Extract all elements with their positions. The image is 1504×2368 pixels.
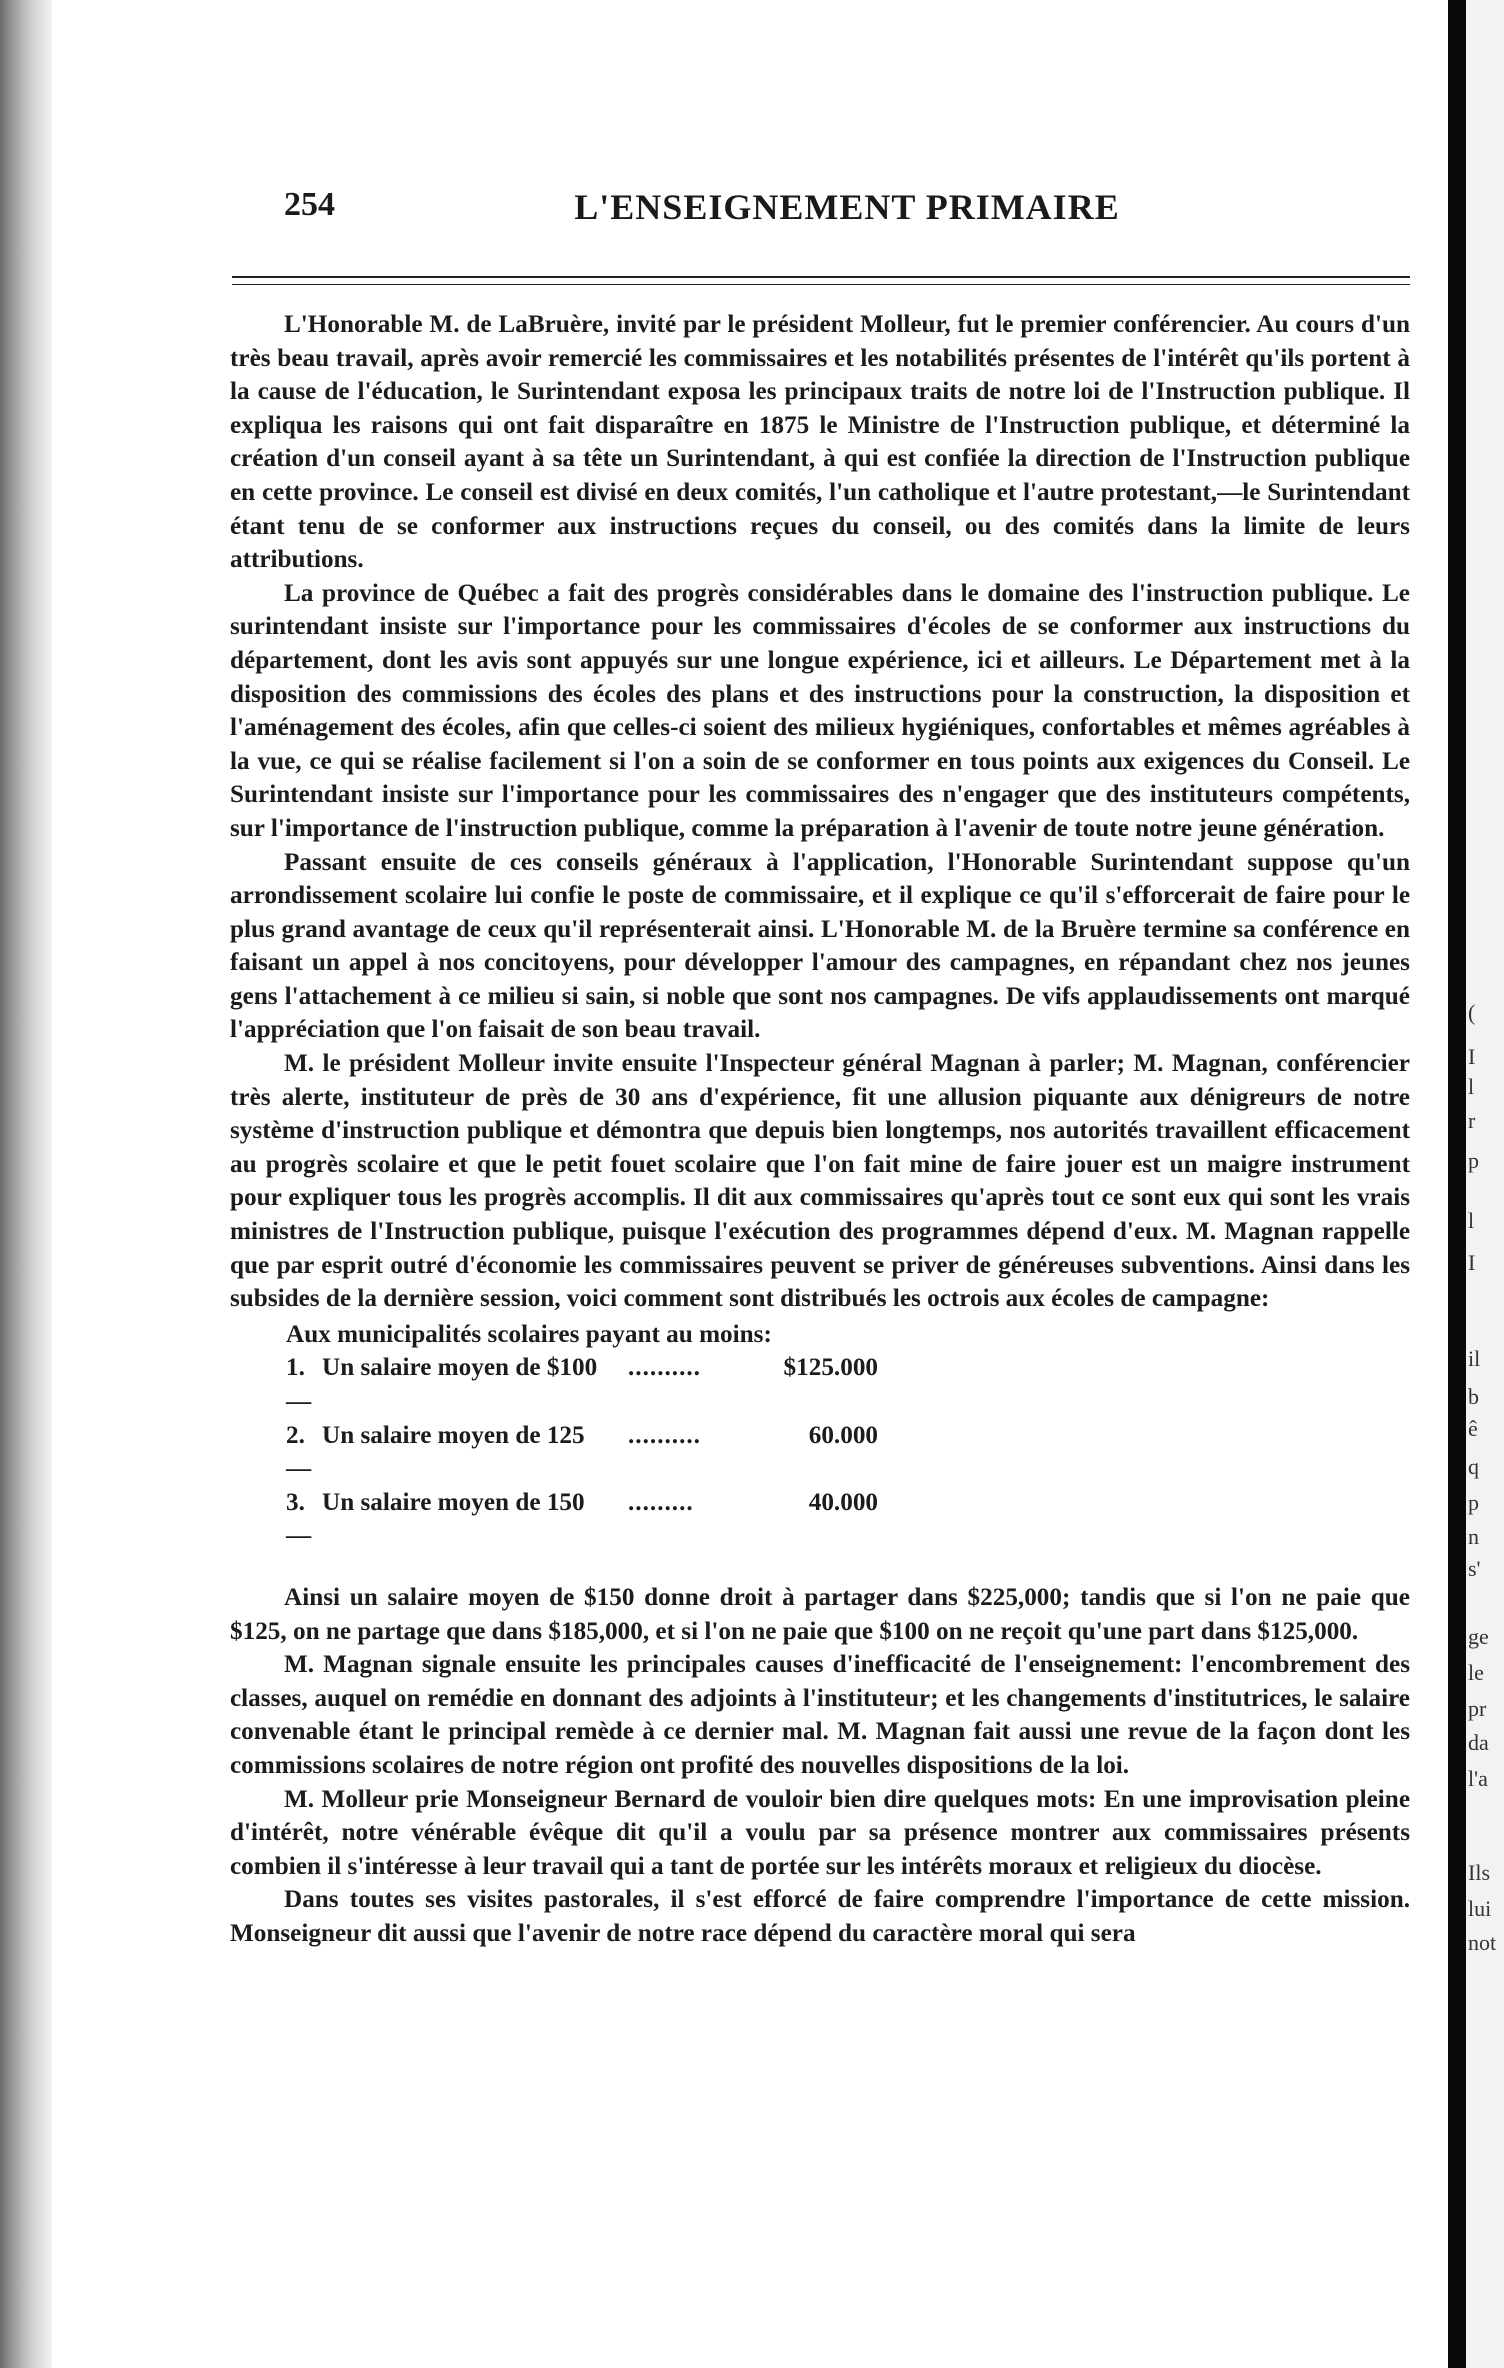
facing-fragment: ge [1468, 1624, 1489, 1649]
header-rule-top [232, 276, 1410, 278]
subsidy-row [286, 1419, 1410, 1486]
facing-fragment: I [1468, 1044, 1476, 1069]
paragraph-salaire: Ainsi un salaire moyen de $150 donne droit à partager dans $225,000; tandis que si l'on ne paie que $125, on ne partage que dans $185,000, et si l'on ne paie que $100 on ne reçoit qu'une part dans $125,000. [230, 1583, 1410, 1645]
row-number: 1.— [286, 1354, 312, 1415]
facing-fragment: r [1468, 1108, 1476, 1133]
row-leader-dots: .......... [628, 1421, 701, 1449]
facing-fragment: pr [1468, 1696, 1487, 1721]
running-head [232, 186, 1462, 236]
row-value: $125.000 [783, 1354, 878, 1382]
row-value: 60.000 [808, 1421, 878, 1449]
facing-fragment: q [1468, 1454, 1479, 1479]
paragraph-monseigneur: M. Molleur prie Monseigneur Bernard de vouloir bien dire quelques mots: En une improvisation pleine d'intérêt, notre vénérable évêque dit qu'il a voulu par sa présence montrer aux commissaires présents combien il s'intéresse à leur travail qui a tant de portée sur les intérêts moraux et religieux du diocèse. [230, 1785, 1410, 1880]
row-leader-dots: ......... [628, 1488, 694, 1516]
row-label: Un salaire moyen de 150 [322, 1488, 585, 1516]
facing-fragment: not [1468, 1930, 1497, 1955]
section-spacer [230, 1553, 1410, 1581]
book-page [52, 0, 1448, 2368]
facing-fragment: s' [1468, 1556, 1481, 1581]
paragraph-inefficacite: M. Magnan signale ensuite les principales causes d'inefficacité de l'enseignement: l'encombrement des classes, auquel on remédie en donnant des adjoints à l'instituteur; et les changements d'institutrices, le salaire convenable étant le principal remède à ce dernier mal. M. Magnan fait aussi une revue de la façon dont les commissions scolaires de notre région ont profité des nouvelles dispositions de la loi. [230, 1651, 1410, 1779]
paragraph-labruere: L'Honorable M. de LaBruère, invité par le président Molleur, fut le premier conférencier. Au cours d'un très beau travail, après avoir remercié les commissaires et les notabilités présentes de l'intérêt qu'ils portent à la cause de l'éducation, le Surintendant exposa les principaux traits de notre loi de l'Instruction publique. Il expliqua les raisons qui ont fait disparaître en 1875 le Ministre de l'Instruction publique, et déterminé la création d'un conseil ayant à sa tête un Surintendant, à qui est confiée la direction de l'Instruction publique en cette province. Le conseil est divisé en deux comités, l'un catholique et l'autre protestant,—le Surintendant étant tenu de se conformer aux instructions reçues du conseil, ou des comités dans la limite de leurs attributions. [230, 311, 1410, 574]
facing-fragment: il [1468, 1346, 1481, 1371]
subsidy-table-title: Aux municipalités scolaires payant au moins: [286, 1320, 772, 1348]
facing-fragment: n [1468, 1524, 1479, 1549]
facing-fragment: da [1468, 1730, 1489, 1755]
subsidy-row [286, 1351, 1410, 1418]
paragraph-application: Passant ensuite de ces conseils généraux à l'application, l'Honorable Surintendant suppose qu'un arrondissement scolaire lui confie le poste de commissaire, et il explique ce qu'il s'efforcerait de faire pour le plus grand avantage de ceux qu'il représenterait ainsi. L'Honorable M. de la Bruère termine sa conférence en faisant un appel à nos concitoyens, pour développer l'amour des campagnes, en répandant chez nos jeunes gens l'attachement à ce milieu si sain, si noble que sont nos campagnes. De vifs applaudissements ont marqué l'appréciation que l'on faisait de son beau travail. [230, 848, 1410, 1044]
facing-fragment: ê [1468, 1416, 1478, 1441]
facing-fragment: p [1468, 1490, 1479, 1515]
facing-fragment: l'a [1468, 1766, 1488, 1791]
row-label: Un salaire moyen de 125 [322, 1421, 585, 1449]
row-value: 40.000 [808, 1488, 878, 1516]
facing-fragment: l [1468, 1208, 1475, 1233]
facing-fragment: p [1468, 1148, 1479, 1173]
facing-fragment: le [1468, 1660, 1484, 1685]
facing-fragment: ( [1468, 1000, 1476, 1025]
facing-fragment: l [1468, 1074, 1475, 1099]
header-rule-bottom [232, 284, 1410, 285]
running-title: L'ENSEIGNEMENT PRIMAIRE [574, 187, 1120, 227]
binding-gutter [0, 0, 52, 2368]
page-number: 254 [284, 186, 335, 223]
paragraph-visites: Dans toutes ses visites pastorales, il s'est efforcé de faire comprendre l'importance de cette mission. Monseigneur dit aussi que l'avenir de notre race dépend du caractère moral qui sera [230, 1886, 1410, 1947]
facing-fragment: lui [1468, 1896, 1492, 1921]
row-leader-dots: .......... [628, 1354, 701, 1382]
body-text [230, 308, 1410, 1951]
row-label: Un salaire moyen de $100 [322, 1354, 598, 1382]
row-number: 2.— [286, 1421, 312, 1483]
subsidy-table [230, 1318, 1410, 1553]
subsidy-row [286, 1486, 1410, 1553]
facing-fragment: Ils [1468, 1860, 1490, 1885]
row-number: 3.— [286, 1488, 312, 1550]
facing-page-sliver [1466, 0, 1504, 2368]
paragraph-magnan: M. le président Molleur invite ensuite l'Inspecteur général Magnan à parler; M. Magnan, conférencier très alerte, instituteur de près de 30 ans d'expérience, fit une allusion piquante aux dénigreurs de notre système d'instruction publique et démontra que depuis bien longtemps, nos autorités travaillent efficacement au progrès scolaire et que le petit fouet scolaire que l'on fait mine de faire jouer est un maigre instrument pour expliquer tous les progrès accomplis. Il dit aux commissaires qu'après tout ce sont eux qui sont les vrais ministres de l'Instruction publique, puisque l'exécution des programmes dépend d'eux. M. Magnan rappelle que par esprit outré d'économie les commissaires peuvent se priver de généreuses subventions. Ainsi dans les subsides de la dernière session, voici comment sont distribués les octrois aux écoles de campagne: [230, 1050, 1410, 1313]
paragraph-province: La province de Québec a fait des progrès considérables dans le domaine des l'instruction publique. Le surintendant insiste sur l'importance pour les commissaires d'écoles de se conformer aux instructions du département, dont les avis sont appuyés sur une longue expérience, ici et ailleurs. Le Département met à la disposition des commissions des écoles des plans et des instructions pour la construction, la disposition et l'aménagement des écoles, afin que celles-ci soient des milieux hygiéniques, confortables et mêmes agréables à la vue, ce qui se réalise facilement si l'on a soin de se conformer en tous points aux exigences du Conseil. Le Surintendant insiste sur l'importance pour les commissaires des n'engager que des instituteurs compétents, sur l'importance de l'instruction publique, comme la préparation à l'avenir de toute notre jeune génération. [230, 579, 1410, 842]
facing-fragment: I [1468, 1250, 1476, 1275]
facing-fragment: b [1468, 1384, 1479, 1409]
